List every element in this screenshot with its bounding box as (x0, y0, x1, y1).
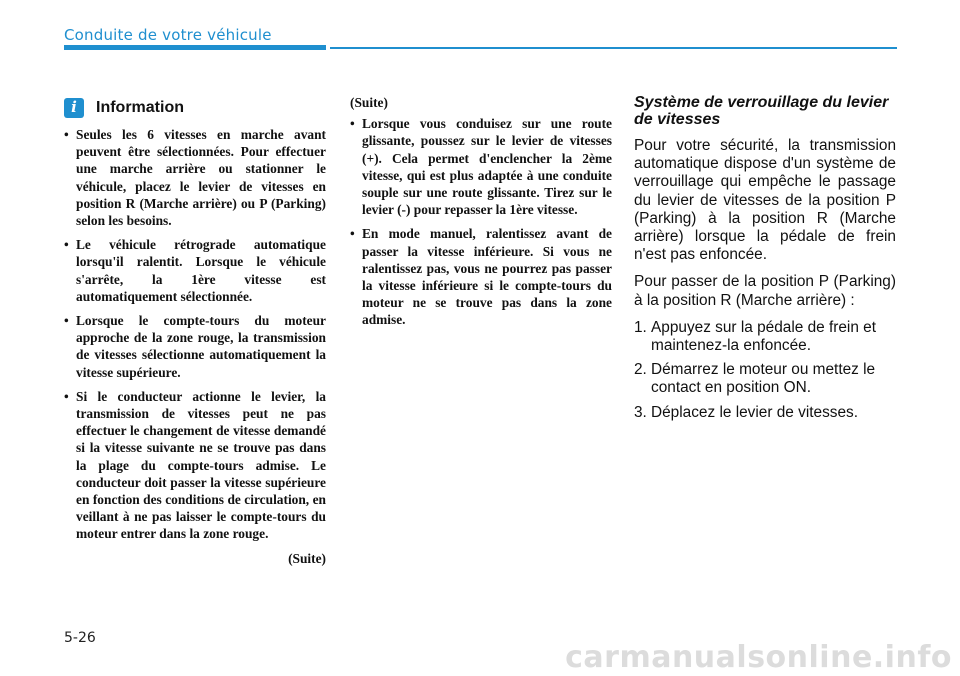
continued-list (350, 115, 612, 328)
watermark: carmanualsonline.info (565, 640, 952, 675)
list-item: • Lorsque le compte-tours du moteur approche de la zone rouge, la transmission de vitesses sélectionne automatiquement la vitesse supérieure. (64, 313, 326, 380)
list-item: • En mode manuel, ralentissez avant de passer la vitesse inférieure. Si vous ne ralentissez pas, vous ne pourrez pas passer la vitesse inférieure si le compte-tours du moteur ne se trouve pas dans la zone admise. (350, 226, 612, 328)
paragraph: Pour passer de la position P (Parking) à la position R (Marche arrière) : (634, 273, 896, 309)
header-rule-thick (64, 45, 326, 50)
chapter-title: Conduite de votre véhicule (64, 26, 272, 44)
paragraph: Pour votre sécurité, la transmission automatique dispose d'un système de verrouillage qui empêche le passage du levier de vitesses de la position P (Parking) à la position R (Marche arrière) lorsque la pédale de frein n'est pas enfoncée. (634, 137, 896, 264)
list-item: • Le véhicule rétrograde automatique lorsqu'il ralentit. Lorsque le véhicule s'arrête, la 1ère vitesse est automatiquement sélectionnée. (64, 237, 326, 304)
information-list (64, 126, 326, 543)
step-item: 3. Déplacez le levier de vitesses. (634, 403, 859, 421)
continued-label: (Suite) (288, 550, 326, 566)
information-title: Information (96, 99, 184, 117)
list-item: • Seules les 6 vitesses en marche avant peuvent être sélectionnées. Pour effectuer une marche arrière ou stationner le véhicule, placez le levier de vitesses en position R (Marche arrière) ou P (Parking) selon les besoins. (64, 127, 326, 229)
page-number: 5-26 (64, 630, 96, 646)
info-icon: i (64, 98, 84, 118)
list-item: • Si le conducteur actionne le levier, la transmission de vitesses peut ne pas effectuer le changement de vitesse demandé si la vitesse suivante ne se trouve pas dans la plage du compte-tours admise. Le conducteur doit passer la vitesse supérieure en fonction des conditions de circulation, en veillant à ne pas laisser le compte-tours du moteur entrer dans la zone rouge. (64, 388, 326, 542)
left-column (64, 94, 326, 567)
middle-column (350, 94, 612, 336)
header-rule-thin (330, 47, 897, 49)
section-title: Système de verrouillage du levier de vitesses (634, 94, 889, 128)
continued-from-label: (Suite) (350, 95, 388, 110)
list-item: • Lorsque vous conduisez sur une route glissante, poussez sur le levier de vitesses (+). Cela permet d'enclencher la 2ème vitesse, qui est plus adaptée à une conduite souple sur une route glissante. Tirez sur le levier (-) pour repasser la 1ère vitesse. (350, 116, 612, 218)
step-item: 2. Démarrez le moteur ou mettez le contact en position ON. (634, 361, 876, 397)
information-heading (64, 98, 326, 118)
step-item: 1. Appuyez sur la pédale de frein et maintenez-la enfoncée. (634, 318, 877, 355)
steps-list (634, 319, 896, 422)
right-column (634, 94, 896, 428)
